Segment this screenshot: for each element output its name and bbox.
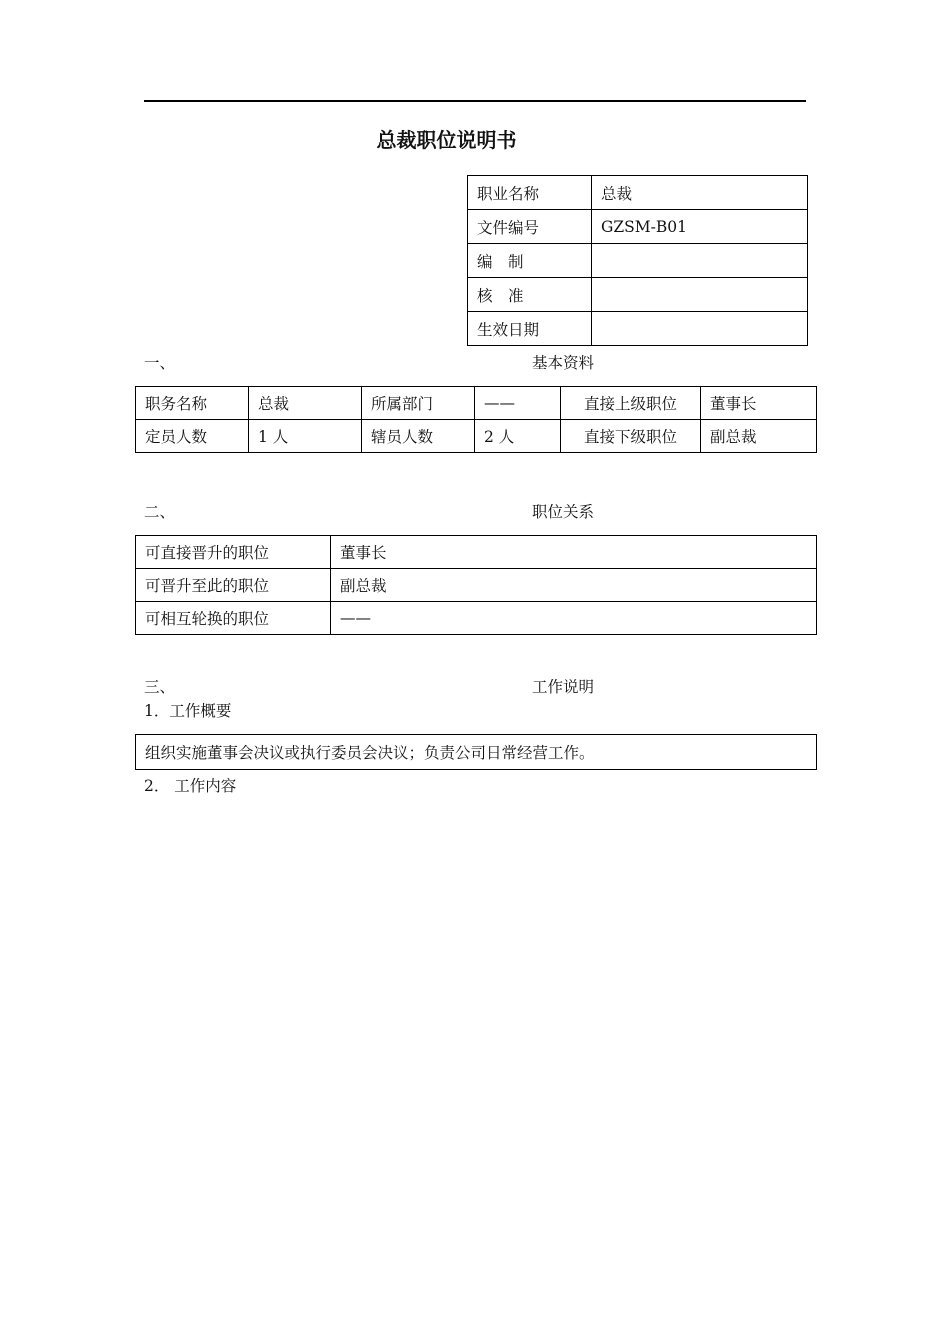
table-row	[136, 387, 817, 420]
table-cell: 1 人	[249, 420, 362, 453]
table-row	[468, 312, 808, 346]
table-row	[468, 244, 808, 278]
info-value	[592, 244, 808, 278]
info-label: 编 制	[468, 244, 592, 278]
position-relations-table	[135, 535, 817, 635]
info-value: 总裁	[592, 176, 808, 210]
document-info-table	[467, 175, 808, 346]
table-row	[136, 735, 817, 770]
table-row	[468, 210, 808, 244]
subheading-work-content: 2． 工作内容	[144, 777, 237, 795]
table-row	[468, 176, 808, 210]
table-row	[136, 602, 817, 635]
table-cell: 组织实施董事会决议或执行委员会决议；负责公司日常经营工作。	[136, 735, 817, 770]
work-summary-table	[135, 734, 817, 770]
table-cell: 辖员人数	[362, 420, 475, 453]
table-cell: 董事长	[701, 387, 817, 420]
table-row	[136, 569, 817, 602]
table-cell: 定员人数	[136, 420, 249, 453]
table-cell: 职务名称	[136, 387, 249, 420]
table-row	[468, 278, 808, 312]
table-cell: 直接下级职位	[561, 420, 701, 453]
table-cell: 董事长	[331, 536, 817, 569]
section-title: 工作说明	[532, 678, 595, 696]
section-number: 一、	[144, 354, 176, 372]
info-value: GZSM-B01	[592, 210, 808, 244]
table-cell: 总裁	[249, 387, 362, 420]
info-label: 生效日期	[468, 312, 592, 346]
subheading-work-summary: 1．工作概要	[144, 702, 232, 720]
table-cell: ——	[331, 602, 817, 635]
section-number: 二、	[144, 503, 176, 521]
basic-info-table	[135, 386, 817, 453]
header-rule	[144, 100, 806, 102]
section-title: 基本资料	[532, 354, 595, 372]
table-cell: 可相互轮换的职位	[136, 602, 331, 635]
info-value	[592, 312, 808, 346]
table-cell: 副总裁	[331, 569, 817, 602]
table-cell: 2 人	[475, 420, 561, 453]
table-row	[136, 420, 817, 453]
info-label: 核 准	[468, 278, 592, 312]
section-title: 职位关系	[532, 503, 595, 521]
table-cell: 副总裁	[701, 420, 817, 453]
table-cell: 所属部门	[362, 387, 475, 420]
table-cell: 可晋升至此的职位	[136, 569, 331, 602]
table-row	[136, 536, 817, 569]
info-label: 职业名称	[468, 176, 592, 210]
section-number: 三、	[144, 678, 176, 696]
info-label: 文件编号	[468, 210, 592, 244]
info-value	[592, 278, 808, 312]
table-cell: 直接上级职位	[561, 387, 701, 420]
table-cell: ——	[475, 387, 561, 420]
table-cell: 可直接晋升的职位	[136, 536, 331, 569]
document-title: 总裁职位说明书	[376, 128, 517, 152]
